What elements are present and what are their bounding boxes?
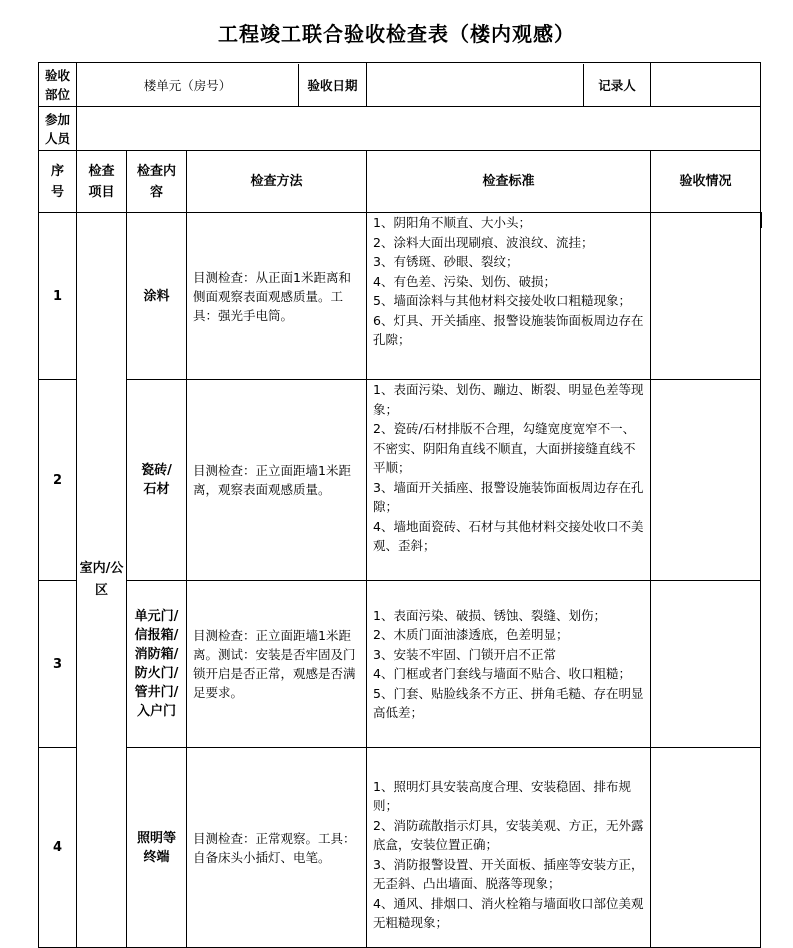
standard-item: 5、墙面涂料与其他材料交接处收口粗糙现象； (373, 293, 631, 308)
row-standards (367, 581, 651, 748)
page-title: 工程竣工联合验收检查表（楼内观感） (218, 22, 575, 46)
participants-value[interactable] (77, 107, 761, 151)
recorder-value[interactable] (651, 63, 761, 107)
standard-item: 2、瓷砖/石材排版不合理，勾缝宽度宽窄不一、不密实、阴阳角直线不顺直，大面拼接缝直线不平顺； (373, 421, 636, 475)
standard-item: 3、安装不牢固、门锁开启不正常 (373, 646, 556, 662)
column-header-method: 检查方法 (187, 151, 367, 213)
row-content: 瓷砖/石材 (127, 380, 187, 581)
row-seq: 4 (39, 748, 77, 948)
standard-item: 3、墙面开关插座、报警设施装饰面板周边存在孔隙； (373, 479, 644, 514)
inspection-location-cell[interactable] (77, 63, 367, 107)
row-method: 目测检查：正立面距墙1米距离，观察表面观感质量。 (187, 380, 367, 581)
row-standards (367, 380, 651, 581)
row-method: 目测检查：从正面1米距离和侧面观察表面观感质量。工具：强光手电筒。 (187, 213, 367, 380)
participants-label: 参加人员 (39, 107, 77, 151)
standard-item: 3、消防报警设置、开关面板、插座等安装方正，无歪斜、凸出墙面、脱落等现象； (373, 856, 644, 891)
standard-item: 4、门框或者门套线与墙面不贴合、收口粗糙； (373, 666, 631, 681)
standard-item: 2、木质门面油漆透底，色差明显； (373, 627, 569, 642)
standard-item: 1、表面污染、破损、锈蚀、裂缝、划伤； (373, 607, 606, 623)
table-row (39, 380, 761, 581)
row-method: 目测检查：正常观察。工具：自备床头小插灯、电笔。 (187, 748, 367, 948)
row-seq: 2 (39, 380, 77, 581)
inspection-table (38, 62, 761, 948)
row-content: 单元门/信报箱/消防箱/防火门/管井门/入户门 (127, 581, 187, 748)
table-row (39, 213, 761, 380)
row-result[interactable] (651, 581, 761, 748)
standard-item: 6、灯具、开关插座、报警设施装饰面板周边存在孔隙； (373, 312, 644, 347)
table-row (39, 581, 761, 748)
standard-item: 4、墙地面瓷砖、石材与其他材料交接处收口不美观、歪斜； (373, 518, 644, 553)
standard-item: 5、门套、贴脸线条不方正、拼角毛糙、存在明显高低差； (373, 685, 644, 720)
column-header-content: 检查内容 (127, 151, 187, 213)
row-content: 照明等终端 (127, 748, 187, 948)
standard-item: 2、涂料大面出现刷痕、波浪纹、流挂； (373, 234, 594, 250)
standard-item: 2、消防疏散指示灯具，安装美观、方正，无外露底盒，安装位置正确； (373, 817, 644, 852)
inspection-location-label: 验收部位 (39, 63, 77, 107)
column-header-standard: 检查标准 (367, 151, 651, 213)
standard-item: 4、通风、排烟口、消火栓箱与墙面收口部位美观无粗糙现象； (373, 895, 644, 930)
inspection-date-label: 验收日期 (307, 77, 358, 93)
inspection-location-value: 楼单元（房号） (143, 77, 232, 93)
project-label: 室内/公区 (79, 561, 124, 598)
column-header-seq: 序号 (39, 151, 77, 213)
column-header-item: 检查项目 (77, 151, 127, 213)
row-seq: 1 (39, 213, 77, 380)
standard-item: 4、有色差、污染、划伤、破损； (373, 273, 556, 289)
row-standards (367, 213, 651, 380)
standard-item: 3、有锈斑、砂眼、裂纹； (373, 254, 519, 269)
row-seq: 3 (39, 581, 77, 748)
row-method: 目测检查：正立面距墙1米距离。测试：安装是否牢固及门锁开启是否正常，观感是否满足要求。 (187, 581, 367, 748)
row-result[interactable] (651, 748, 761, 948)
standard-item: 1、表面污染、划伤、蹦边、断裂、明显色差等现象； (373, 382, 644, 417)
row-standards (367, 748, 651, 948)
inspection-date-value-cell[interactable] (367, 63, 651, 107)
standard-item: 1、照明灯具安装高度合理、安装稳固、排布规则； (373, 778, 631, 813)
recorder-label: 记录人 (598, 77, 636, 93)
row-content: 涂料 (127, 213, 187, 380)
inspection-date-value (367, 64, 583, 106)
table-row (39, 748, 761, 948)
standard-item: 1、阴阳角不顺直、大小头； (373, 215, 531, 230)
column-header-result: 验收情况 (651, 151, 761, 213)
cursor-marker (760, 212, 762, 228)
row-result[interactable] (651, 380, 761, 581)
project-cell (77, 213, 127, 948)
row-result[interactable] (651, 213, 761, 380)
